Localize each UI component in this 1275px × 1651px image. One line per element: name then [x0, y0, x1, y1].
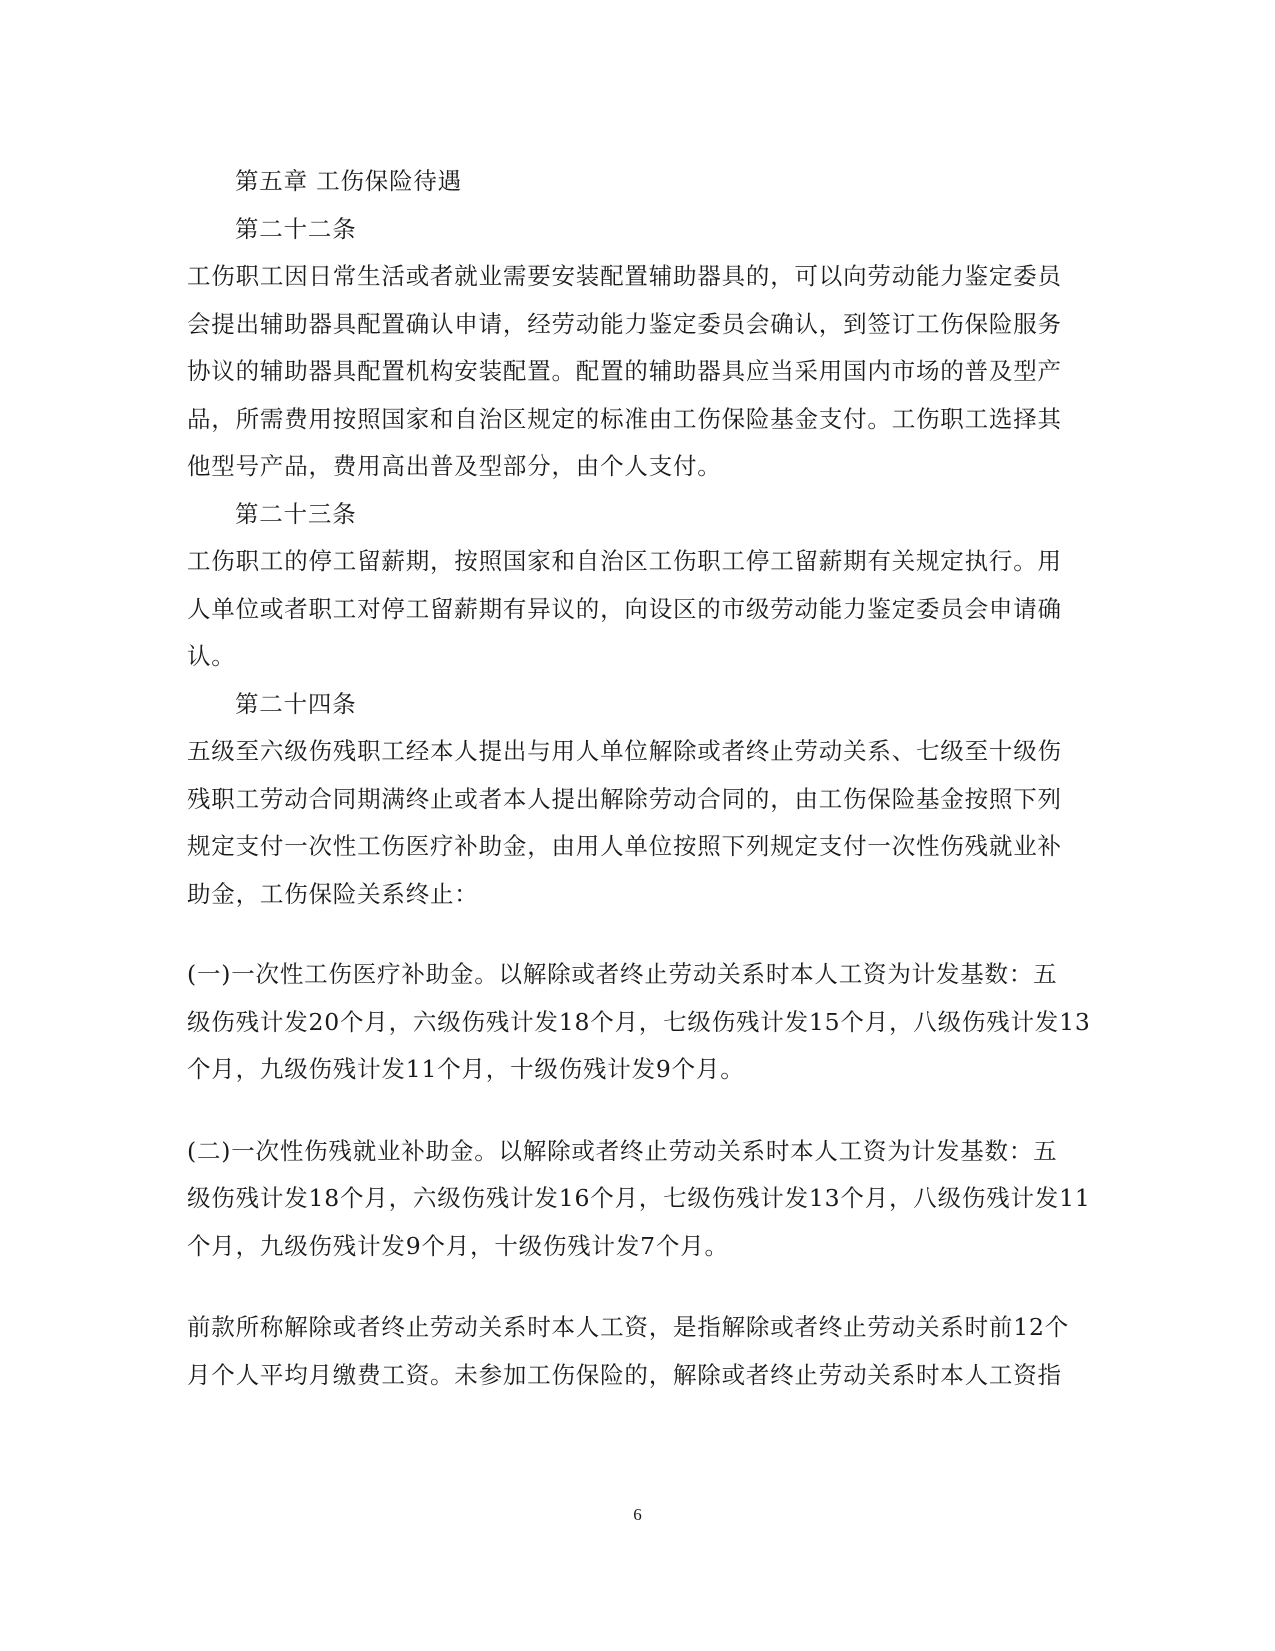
- article-heading: 第二十四条: [235, 689, 357, 718]
- text-line: 助金，工伤保险关系终止：: [187, 879, 479, 908]
- text-line: 五级至六级伤残职工经本人提出与用人单位解除或者终止劳动关系、七级至十级伤: [187, 737, 1062, 765]
- text-line: 级伤残计发20个月，六级伤残计发18个月，七级伤残计发15个月，八级伤残计发13: [187, 1007, 1091, 1036]
- text-line: 前款所称解除或者终止劳动关系时本人工资，是指解除或者终止劳动关系时前12个: [187, 1313, 1070, 1341]
- chapter-title: 第五章 工伤保险待遇: [235, 167, 462, 195]
- paragraph-spacer: [187, 1094, 1087, 1128]
- document-body: [187, 158, 1091, 1399]
- text-line: 认。: [187, 642, 236, 670]
- text-line: (一)一次性工伤医疗补助金。以解除或者终止劳动关系时本人工资为计发基数：五: [187, 960, 1058, 988]
- text-line: 规定支付一次性工伤医疗补助金，由用人单位按照下列规定支付一次性伤残就业补: [187, 832, 1062, 860]
- text-line: (二)一次性伤残就业补助金。以解除或者终止劳动关系时本人工资为计发基数：五: [187, 1136, 1058, 1165]
- page-number: 6: [633, 1505, 642, 1524]
- text-line: 品，所需费用按照国家和自治区规定的标准由工伤保险基金支付。工伤职工选择其: [187, 404, 1062, 433]
- text-line: 个月，九级伤残计发11个月，十级伤残计发9个月。: [187, 1055, 745, 1083]
- text-line: 个月，九级伤残计发9个月，十级伤残计发7个月。: [187, 1231, 729, 1260]
- paragraph-spacer: [187, 1270, 1087, 1304]
- text-line: 残职工劳动合同期满终止或者本人提出解除劳动合同的，由工伤保险基金按照下列: [187, 784, 1062, 813]
- article-heading: 第二十三条: [235, 499, 357, 528]
- text-line: 工伤职工的停工留薪期，按照国家和自治区工伤职工停工留薪期有关规定执行。用: [187, 547, 1062, 575]
- text-line: 工伤职工因日常生活或者就业需要安装配置辅助器具的，可以向劳动能力鉴定委员: [187, 262, 1062, 290]
- text-line: 级伤残计发18个月，六级伤残计发16个月，七级伤残计发13个月，八级伤残计发11: [187, 1184, 1091, 1212]
- text-line: 他型号产品，费用高出普及型部分，由个人支付。: [187, 452, 722, 480]
- article-heading: 第二十二条: [235, 214, 357, 243]
- text-line: 月个人平均月缴费工资。未参加工伤保险的，解除或者终止劳动关系时本人工资指: [187, 1360, 1062, 1389]
- text-line: 会提出辅助器具配置确认申请，经劳动能力鉴定委员会确认，到签订工伤保险服务: [187, 309, 1062, 338]
- text-line: 人单位或者职工对停工留薪期有异议的，向设区的市级劳动能力鉴定委员会申请确: [187, 594, 1062, 623]
- paragraph-spacer: [187, 918, 1087, 951]
- text-line: 协议的辅助器具配置机构安装配置。配置的辅助器具应当采用国内市场的普及型产: [187, 357, 1062, 385]
